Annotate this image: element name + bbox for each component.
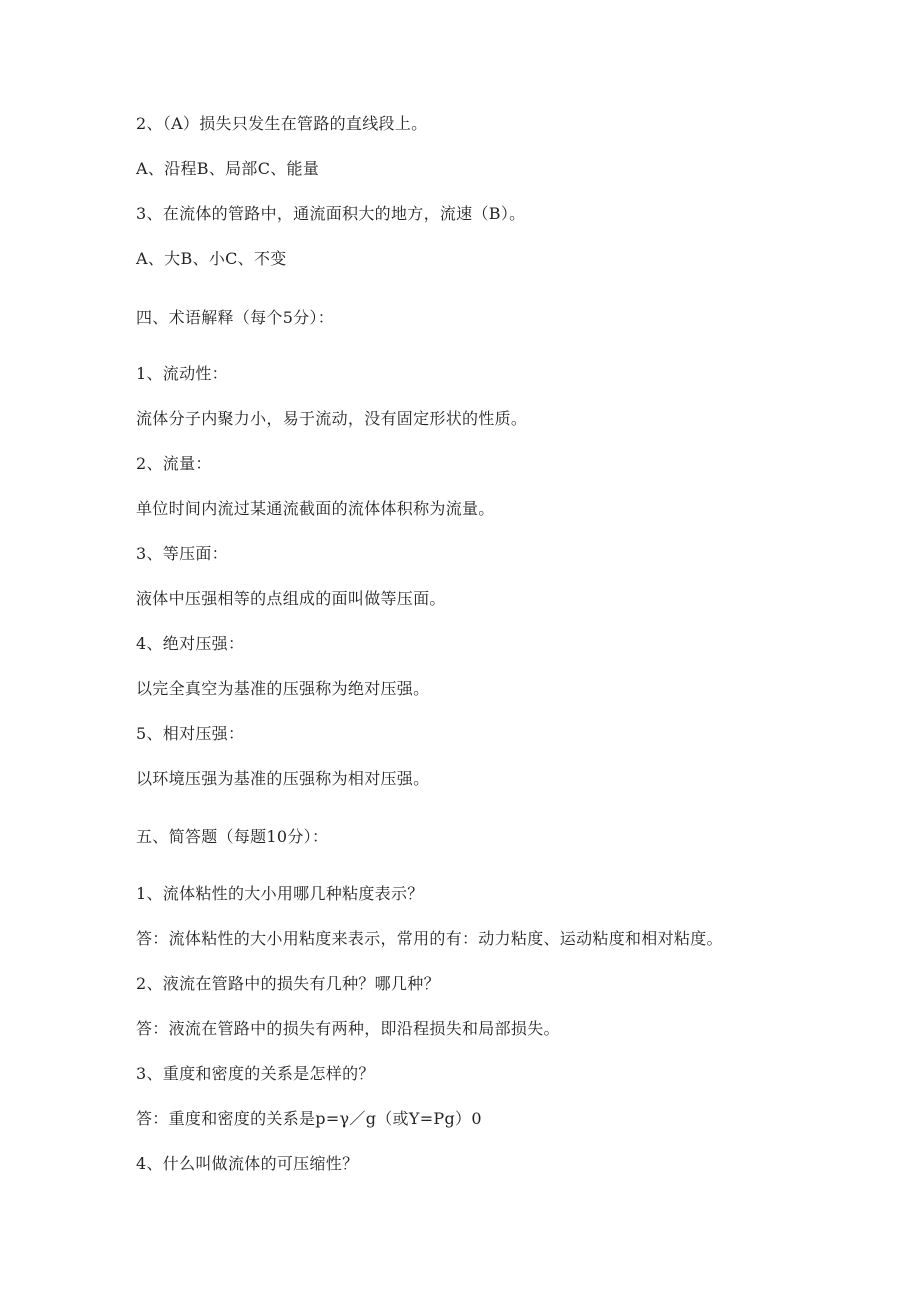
short-question-4: 4、什么叫做流体的可压缩性？ [136,1154,359,1173]
term-5-definition: 以环境压强为基准的压强称为相对压强。 [136,769,430,788]
question-2-text: 2、（A）损失只发生在管路的直线段上。 [136,114,428,133]
short-question-3: 3、重度和密度的关系是怎样的？ [136,1064,375,1083]
short-answer-3: 答：重度和密度的关系是p=γ／g（或Y=Pg）0 [136,1109,482,1128]
term-1-definition: 流体分子内聚力小，易于流动，没有固定形状的性质。 [136,409,528,428]
question-3-text: 3、在流体的管路中，通流面积大的地方，流速（B）。 [136,204,526,223]
term-3-title: 3、等压面： [136,544,228,563]
short-question-1: 1、流体粘性的大小用哪几种粘度表示？ [136,884,424,903]
section-4-heading: 四、术语解释（每个5分）： [136,308,335,327]
term-3-definition: 液体中压强相等的点组成的面叫做等压面。 [136,589,446,608]
question-2-options: A、沿程B、局部C、能量 [136,159,320,178]
section-5-heading: 五、简答题（每题10分）： [136,827,329,846]
short-question-2: 2、液流在管路中的损失有几种？哪几种？ [136,974,440,993]
term-4-definition: 以完全真空为基准的压强称为绝对压强。 [136,679,430,698]
question-3-options: A、大B、小C、不变 [136,249,287,268]
term-1-title: 1、流动性： [136,364,228,383]
short-answer-1: 答：流体粘性的大小用粘度来表示，常用的有：动力粘度、运动粘度和相对粘度。 [136,929,723,948]
short-answer-2: 答：液流在管路中的损失有两种，即沿程损失和局部损失。 [136,1019,560,1038]
term-2-title: 2、流量： [136,454,212,473]
term-2-definition: 单位时间内流过某通流截面的流体体积称为流量。 [136,499,495,518]
term-5-title: 5、相对压强： [136,724,245,743]
term-4-title: 4、绝对压强： [136,634,245,653]
